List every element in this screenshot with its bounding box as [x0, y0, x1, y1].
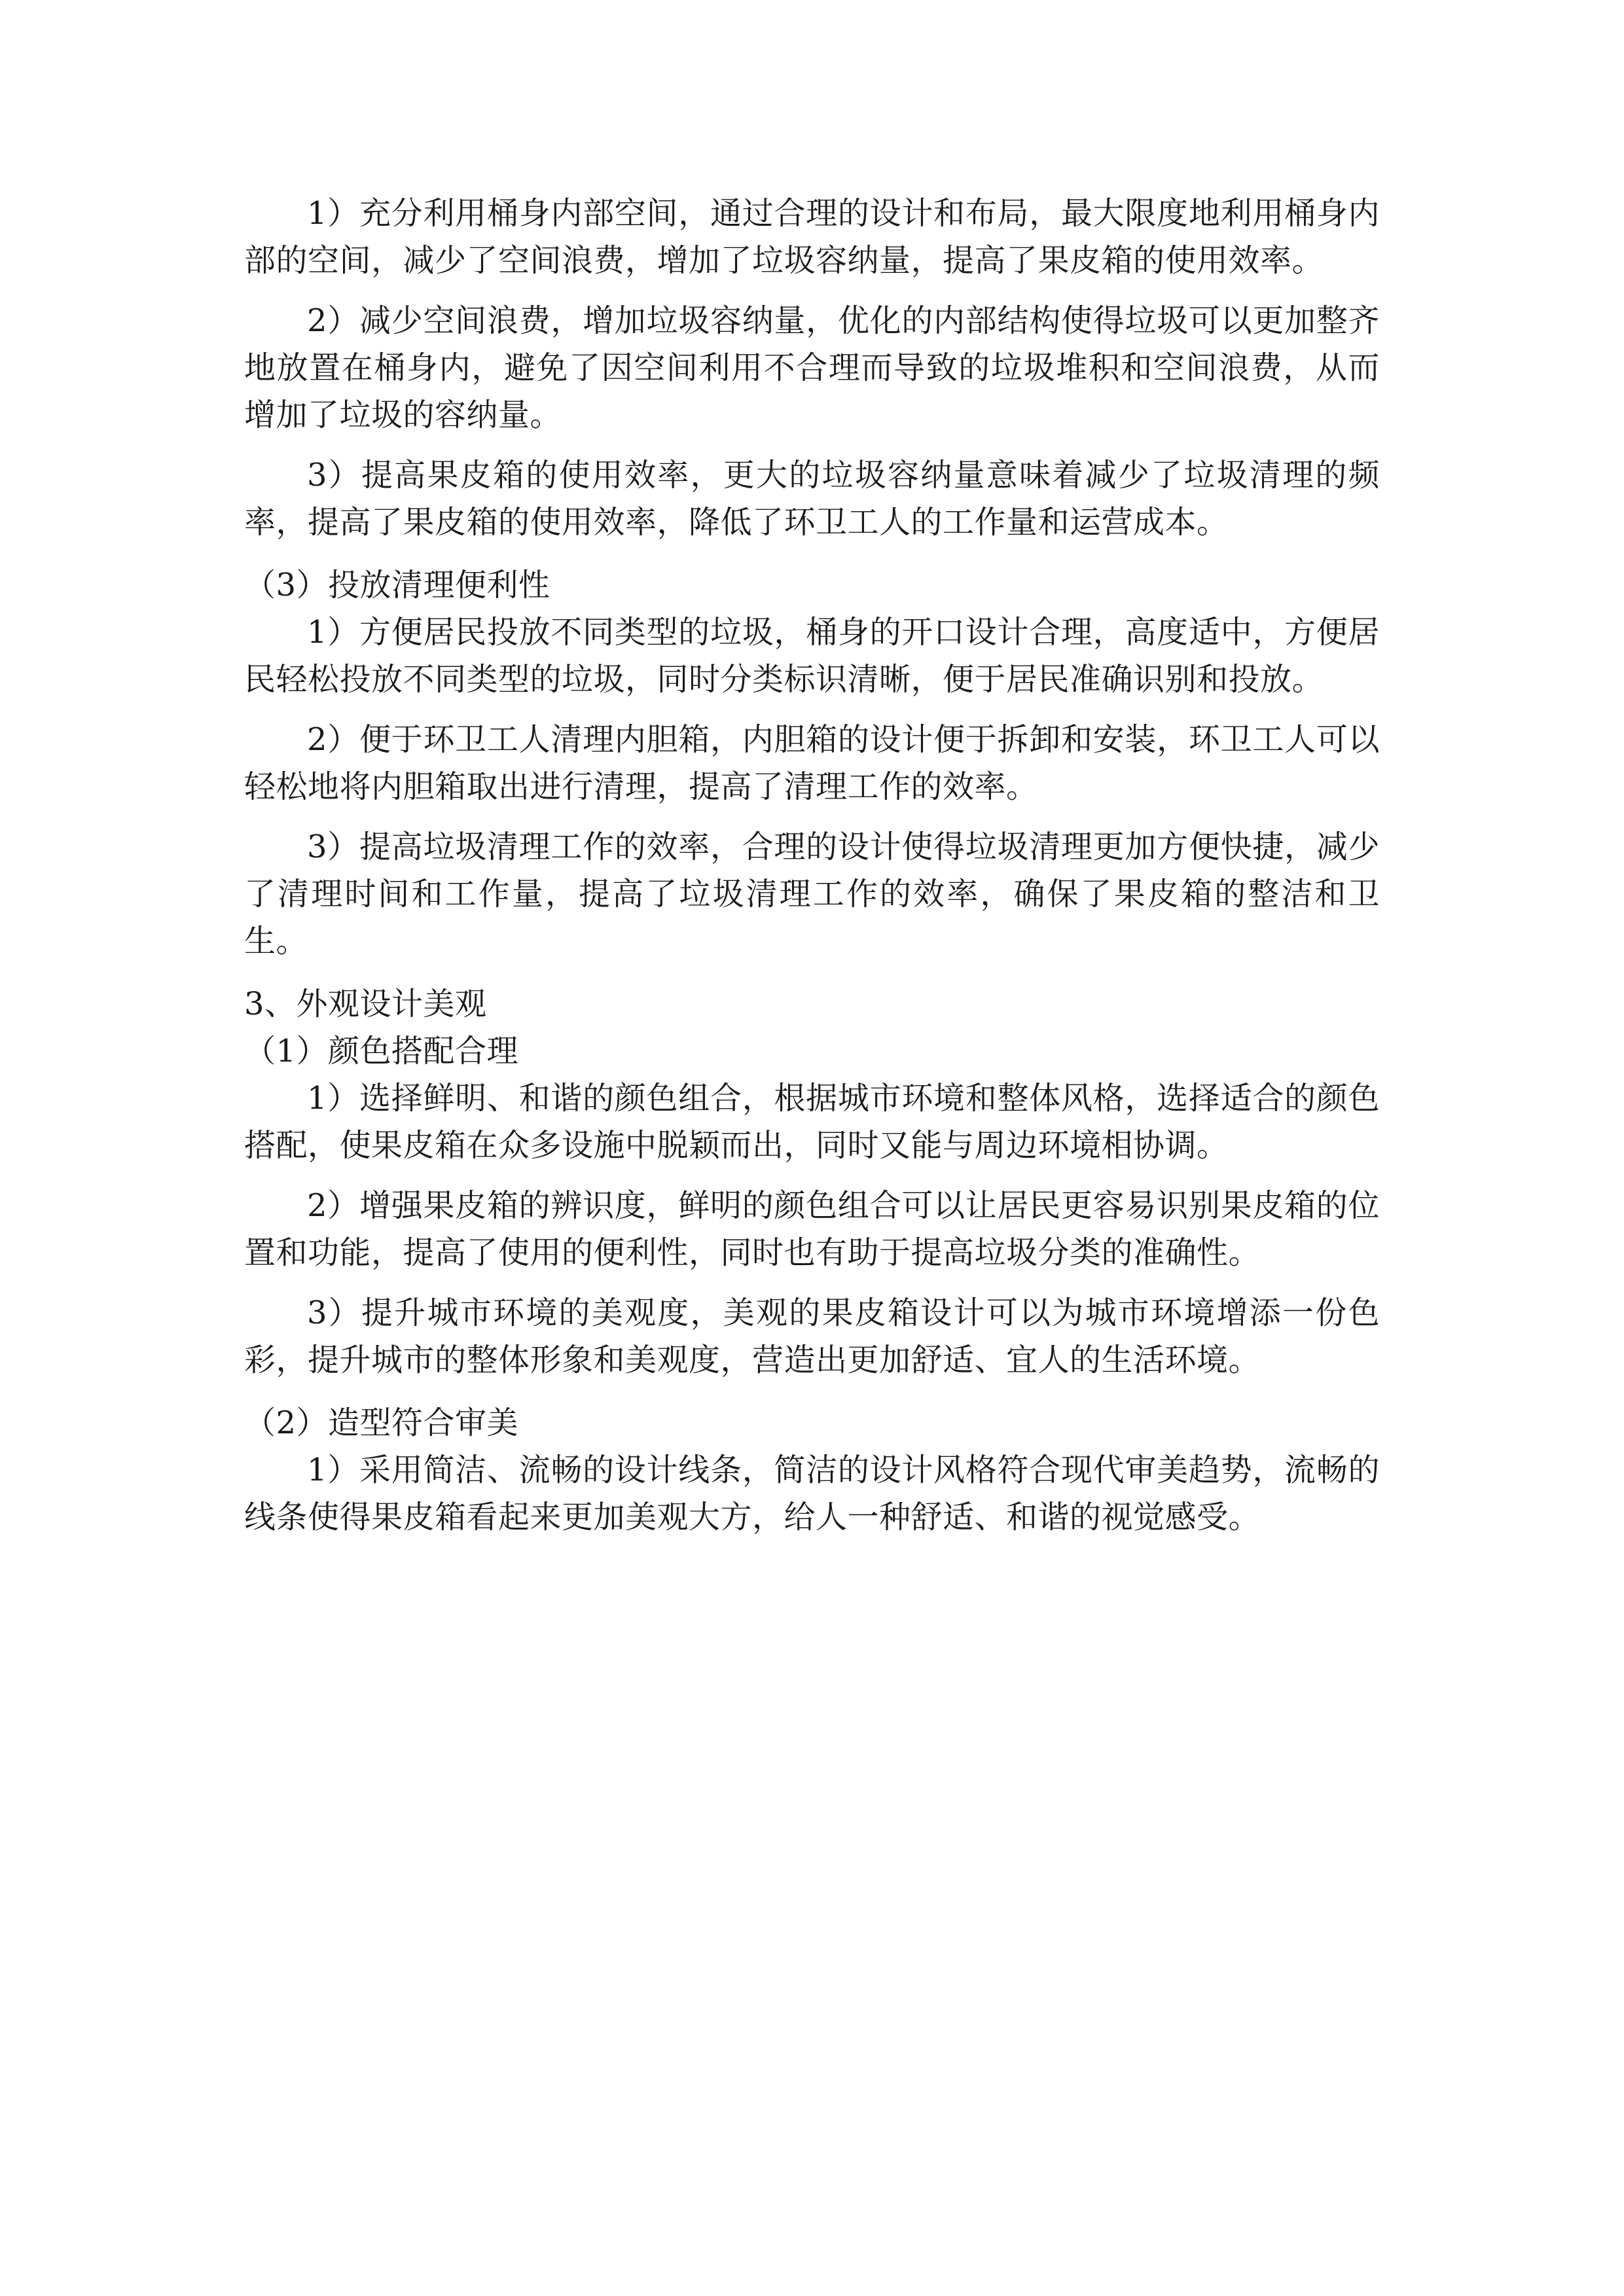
paragraph: 2）增强果皮箱的辨识度，鲜明的颜色组合可以让居民更容易识别果皮箱的位置和功能，提高了使用的便利性，同时也有助于提高垃圾分类的准确性。 — [244, 1187, 1380, 1271]
paragraph: 1）采用简洁、流畅的设计线条，简洁的设计风格符合现代审美趋势，流畅的线条使得果皮箱看起来更加美观大方，给人一种舒适、和谐的视觉感受。 — [244, 1452, 1380, 1535]
paragraph: 2）减少空间浪费，增加垃圾容纳量，优化的内部结构使得垃圾可以更加整齐地放置在桶身内，避免了因空间利用不合理而导致的垃圾堆积和空间浪费，从而增加了垃圾的容纳量。 — [244, 302, 1380, 433]
paragraph: 3）提高垃圾清理工作的效率，合理的设计使得垃圾清理更加方便快捷，减少了清理时间和工作量，提高了垃圾清理工作的效率，确保了果皮箱的整洁和卫生。 — [244, 829, 1380, 960]
paragraph: 1）选择鲜明、和谐的颜色组合，根据城市环境和整体风格，选择适合的颜色搭配，使果皮箱在众多设施中脱颖而出，同时又能与周边环境相协调。 — [244, 1080, 1380, 1164]
paragraph: 3）提升城市环境的美观度，美观的果皮箱设计可以为城市环境增添一份色彩，提升城市的整体形象和美观度，营造出更加舒适、宜人的生活环境。 — [244, 1295, 1380, 1378]
paragraph: 1）充分利用桶身内部空间，通过合理的设计和布局，最大限度地利用桶身内部的空间，减少了空间浪费，增加了垃圾容纳量，提高了果皮箱的使用效率。 — [244, 195, 1380, 279]
paragraph: 2）便于环卫工人清理内胆箱，内胆箱的设计便于拆卸和安装，环卫工人可以轻松地将内胆箱取出进行清理，提高了清理工作的效率。 — [244, 721, 1380, 805]
section-subheading: （3）投放清理便利性 — [244, 567, 550, 603]
section-subheading: （1）颜色搭配合理 — [244, 1033, 519, 1069]
paragraph: 1）方便居民投放不同类型的垃圾，桶身的开口设计合理，高度适中，方便居民轻松投放不同类型的垃圾，同时分类标识清晰，便于居民准确识别和投放。 — [244, 614, 1380, 698]
paragraph: 3）提高果皮箱的使用效率，更大的垃圾容纳量意味着减少了垃圾清理的频率，提高了果皮箱的使用效率，降低了环卫工人的工作量和运营成本。 — [244, 457, 1380, 541]
section-heading: 3、外观设计美观 — [244, 986, 487, 1022]
section-subheading: （2）造型符合审美 — [244, 1405, 519, 1441]
document-body — [244, 190, 1380, 1554]
